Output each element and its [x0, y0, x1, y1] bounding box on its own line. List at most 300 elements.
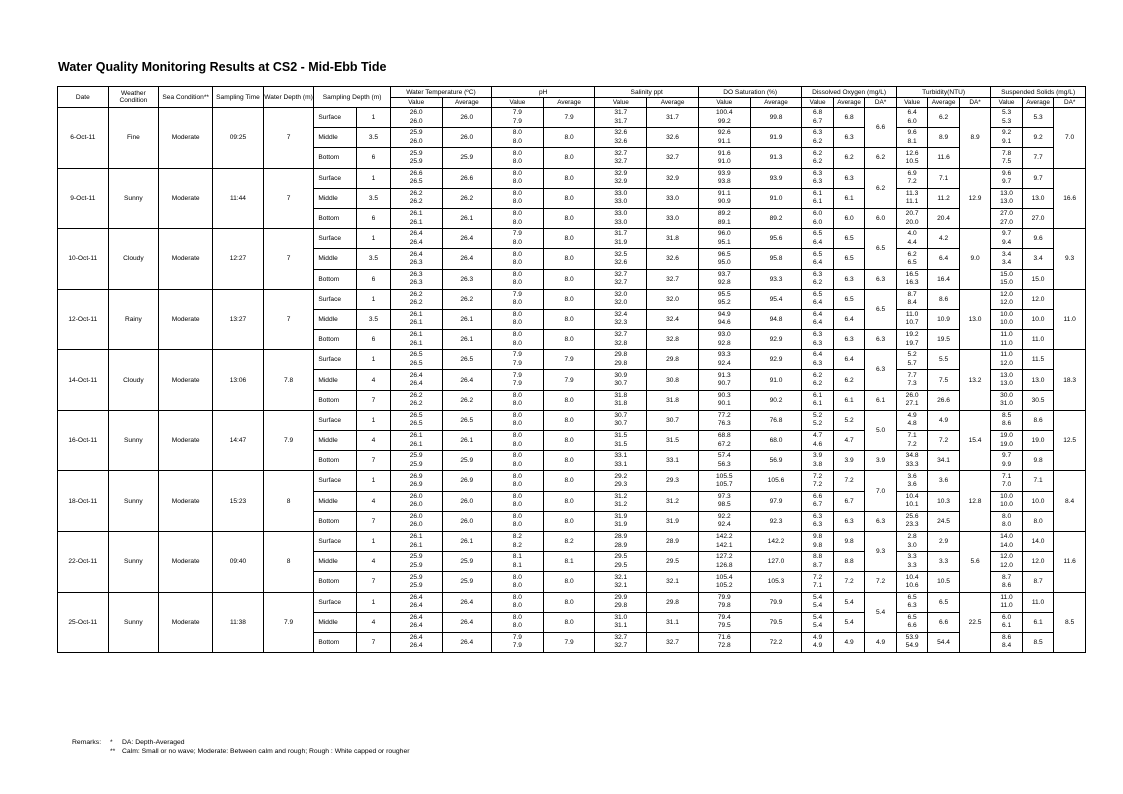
do-saturation-average: 89.2 — [750, 208, 802, 228]
turbidity-values — [896, 108, 927, 128]
turbidity-values — [896, 229, 927, 249]
turbidity-values — [896, 511, 927, 531]
do-saturation-values — [698, 531, 750, 551]
turbidity-da: 22.5 — [959, 592, 991, 653]
reading: 25.9 — [409, 561, 423, 569]
reading: 3.3 — [907, 553, 917, 561]
salinity-values — [595, 330, 647, 350]
header-param: DO Saturation (%) — [698, 87, 801, 98]
sampling-time-cell: 11:38 — [213, 592, 264, 653]
temperature-values — [390, 451, 442, 471]
reading: 6.0 — [813, 210, 823, 218]
reading: 98.5 — [717, 501, 731, 509]
ph-values — [492, 309, 544, 329]
ph-average: 8.0 — [543, 208, 595, 228]
reading: 12.0 — [1000, 561, 1013, 569]
dissolved-oxygen-average: 9.8 — [833, 531, 864, 551]
reading: 6.0 — [813, 218, 823, 226]
turbidity-values — [896, 531, 927, 551]
header-param: Dissolved Oxygen (mg/L) — [802, 87, 896, 98]
suspended-solids-average: 8.6 — [1022, 410, 1053, 430]
suspended-solids-values — [991, 128, 1022, 148]
reading: 29.5 — [614, 561, 628, 569]
turbidity-average: 54.4 — [928, 632, 959, 652]
reading: 30.0 — [1000, 391, 1013, 399]
reading: 26.4 — [409, 230, 423, 238]
suspended-solids-values — [991, 390, 1022, 410]
do-saturation-values — [698, 108, 750, 128]
subheader-da: DA* — [959, 98, 991, 108]
reading: 7.2 — [907, 178, 917, 186]
suspended-solids-values — [991, 309, 1022, 329]
dissolved-oxygen-values — [802, 390, 833, 410]
ph-average: 8.0 — [543, 451, 595, 471]
reading: 33.1 — [614, 452, 628, 460]
salinity-values — [595, 471, 647, 491]
reading: 91.6 — [717, 149, 731, 157]
turbidity-average: 8.9 — [928, 128, 959, 148]
reading: 26.1 — [409, 533, 423, 541]
reading: 6.5 — [813, 250, 823, 258]
reading: 25.9 — [409, 157, 423, 165]
sampling-level-cell: Bottom — [314, 511, 357, 531]
suspended-solids-values — [991, 168, 1022, 188]
reading: 26.4 — [409, 371, 423, 379]
reading: 32.7 — [614, 331, 628, 339]
reading: 31.9 — [614, 238, 628, 246]
reading: 8.0 — [512, 391, 522, 399]
turbidity-values — [896, 370, 927, 390]
sampling-level-cell: Bottom — [314, 208, 357, 228]
turbidity-average: 11.6 — [928, 148, 959, 168]
subheader-da: DA* — [865, 98, 897, 108]
do-saturation-values — [698, 128, 750, 148]
do-saturation-values — [698, 552, 750, 572]
do-saturation-values — [698, 188, 750, 208]
do-saturation-values — [698, 390, 750, 410]
reading: 20.0 — [905, 218, 919, 226]
reading: 33.3 — [905, 460, 919, 468]
reading: 32.0 — [614, 299, 628, 307]
dissolved-oxygen-da: 6.3 — [865, 350, 897, 390]
sampling-level-cell: Middle — [314, 249, 357, 269]
reading: 6.3 — [907, 602, 917, 610]
turbidity-average: 20.4 — [928, 208, 959, 228]
reading: 13.0 — [1000, 198, 1013, 206]
reading: 8.0 — [512, 400, 522, 408]
turbidity-average: 3.3 — [928, 552, 959, 572]
reading: 4.9 — [907, 412, 917, 419]
reading: 91.1 — [717, 189, 731, 197]
reading: 71.6 — [717, 634, 731, 642]
reading: 105.2 — [716, 581, 733, 589]
reading: 8.4 — [907, 299, 917, 307]
reading: 31.8 — [614, 391, 628, 399]
ph-values — [492, 330, 544, 350]
remark-mark: ** — [110, 747, 116, 755]
suspended-solids-values — [991, 612, 1022, 632]
reading: 26.1 — [409, 440, 423, 448]
turbidity-values — [896, 128, 927, 148]
ph-values — [492, 370, 544, 390]
reading: 9.4 — [1001, 238, 1012, 246]
reading: 7.9 — [512, 634, 522, 642]
sampling-time-cell: 14:47 — [213, 410, 264, 471]
reading: 105.5 — [716, 472, 733, 480]
reading: 6.5 — [907, 613, 917, 621]
reading: 32.7 — [614, 157, 628, 165]
dissolved-oxygen-average: 6.4 — [833, 309, 864, 329]
reading: 95.1 — [717, 238, 731, 246]
reading: 16.5 — [905, 270, 919, 278]
turbidity-values — [896, 309, 927, 329]
suspended-solids-values — [991, 451, 1022, 471]
reading: 54.9 — [905, 642, 919, 650]
reading: 12.0 — [1000, 290, 1013, 298]
reading: 6.6 — [907, 622, 917, 630]
reading: 8.0 — [512, 169, 522, 177]
sampling-time-cell: 09:40 — [213, 531, 264, 592]
temperature-average: 26.5 — [442, 410, 491, 430]
sampling-depth-cell: 7 — [357, 511, 391, 531]
water-depth-cell: 7 — [263, 229, 314, 290]
do-saturation-values — [698, 632, 750, 652]
salinity-average: 32.9 — [647, 168, 699, 188]
reading: 6.0 — [1001, 613, 1012, 621]
salinity-average: 29.3 — [647, 471, 699, 491]
ph-average: 8.0 — [543, 148, 595, 168]
reading: 31.0 — [614, 613, 628, 621]
reading: 26.2 — [409, 391, 423, 399]
do-saturation-values — [698, 592, 750, 612]
salinity-values — [595, 289, 647, 309]
suspended-solids-average: 7.7 — [1022, 148, 1053, 168]
ph-average: 8.0 — [543, 289, 595, 309]
reading: 26.5 — [409, 178, 423, 186]
salinity-average: 32.7 — [647, 148, 699, 168]
subheader-value: Value — [390, 98, 442, 108]
dissolved-oxygen-average: 6.2 — [833, 370, 864, 390]
dissolved-oxygen-average: 3.9 — [833, 451, 864, 471]
turbidity-average: 19.5 — [928, 330, 959, 350]
reading: 100.4 — [716, 109, 733, 117]
reading: 105.7 — [716, 480, 733, 488]
do-saturation-average: 56.9 — [750, 451, 802, 471]
do-saturation-average: 127.0 — [750, 552, 802, 572]
sampling-depth-cell: 7 — [357, 451, 391, 471]
turbidity-average: 10.3 — [928, 491, 959, 511]
reading: 6.2 — [813, 380, 823, 388]
reading: 5.2 — [813, 412, 823, 419]
reading: 6.2 — [813, 149, 823, 157]
suspended-solids-average: 27.0 — [1022, 208, 1053, 228]
turbidity-average: 6.2 — [928, 108, 959, 128]
dissolved-oxygen-values — [802, 572, 833, 592]
turbidity-da: 13.0 — [959, 289, 991, 350]
dissolved-oxygen-da-bottom: 3.9 — [865, 451, 897, 471]
temperature-values — [390, 330, 442, 350]
dissolved-oxygen-average: 6.1 — [833, 390, 864, 410]
reading: 7.2 — [813, 480, 823, 488]
dissolved-oxygen-values — [802, 249, 833, 269]
reading: 6.1 — [813, 400, 823, 408]
dissolved-oxygen-values — [802, 370, 833, 390]
do-saturation-values — [698, 168, 750, 188]
reading: 8.0 — [512, 157, 522, 165]
reading: 28.9 — [614, 533, 628, 541]
sampling-level-cell: Middle — [314, 188, 357, 208]
suspended-solids-values — [991, 370, 1022, 390]
temperature-values — [390, 269, 442, 289]
salinity-values — [595, 511, 647, 531]
reading: 96.5 — [717, 250, 731, 258]
suspended-solids-average: 11.0 — [1022, 592, 1053, 612]
suspended-solids-values — [991, 511, 1022, 531]
temperature-values — [390, 531, 442, 551]
remark-mark: * — [110, 739, 113, 746]
weather-cell: Sunny — [108, 410, 159, 471]
reading: 4.4 — [907, 238, 917, 246]
reading: 93.8 — [717, 178, 731, 186]
dissolved-oxygen-values — [802, 431, 833, 451]
reading: 32.8 — [614, 339, 628, 347]
salinity-values — [595, 309, 647, 329]
reading: 15.0 — [1000, 270, 1013, 278]
weather-cell: Sunny — [108, 592, 159, 653]
salinity-average: 29.8 — [647, 592, 699, 612]
reading: 8.0 — [512, 129, 522, 137]
temperature-values — [390, 612, 442, 632]
reading: 8.0 — [512, 501, 522, 509]
reading: 19.0 — [1000, 432, 1013, 440]
sampling-depth-cell: 6 — [357, 269, 391, 289]
ph-average: 8.0 — [543, 188, 595, 208]
header-water-depth: Water Depth (m) — [263, 87, 314, 108]
reading: 26.4 — [409, 250, 423, 258]
reading: 26.1 — [409, 331, 423, 339]
reading: 67.2 — [717, 440, 731, 448]
reading: 4.6 — [813, 440, 823, 448]
reading: 26.6 — [409, 169, 423, 177]
remarks — [72, 739, 410, 756]
do-saturation-values — [698, 269, 750, 289]
salinity-values — [595, 410, 647, 430]
reading: 26.2 — [409, 400, 423, 408]
suspended-solids-values — [991, 572, 1022, 592]
subheader-value: Value — [896, 98, 927, 108]
dissolved-oxygen-da-bottom: 6.2 — [865, 148, 897, 168]
temperature-average: 26.1 — [442, 431, 491, 451]
table-row — [58, 229, 1086, 249]
reading: 9.6 — [907, 129, 917, 137]
reading: 26.0 — [409, 109, 423, 117]
reading: 3.6 — [907, 472, 917, 480]
date-cell: 25-Oct-11 — [58, 592, 109, 653]
reading: 8.7 — [1001, 573, 1012, 581]
temperature-values — [390, 592, 442, 612]
subheader-average: Average — [647, 98, 699, 108]
salinity-values — [595, 451, 647, 471]
temperature-values — [390, 148, 442, 168]
reading: 32.7 — [614, 279, 628, 287]
reading: 26.0 — [409, 492, 423, 500]
reading: 26.2 — [409, 299, 423, 307]
do-saturation-average: 99.8 — [750, 108, 802, 128]
date-cell: 10-Oct-11 — [58, 229, 109, 290]
turbidity-average: 7.2 — [928, 431, 959, 451]
reading: 7.2 — [813, 573, 823, 581]
suspended-solids-values — [991, 592, 1022, 612]
turbidity-da: 15.4 — [959, 410, 991, 471]
dissolved-oxygen-average: 7.2 — [833, 572, 864, 592]
dissolved-oxygen-da-bottom: 6.0 — [865, 208, 897, 228]
turbidity-values — [896, 188, 927, 208]
sampling-level-cell: Bottom — [314, 269, 357, 289]
sampling-depth-cell: 7 — [357, 632, 391, 652]
reading: 8.0 — [512, 622, 522, 630]
reading: 25.9 — [409, 452, 423, 460]
ph-values — [492, 531, 544, 551]
turbidity-average: 6.5 — [928, 592, 959, 612]
reading: 6.4 — [813, 319, 823, 327]
sampling-depth-cell: 4 — [357, 552, 391, 572]
do-saturation-values — [698, 289, 750, 309]
dissolved-oxygen-values — [802, 471, 833, 491]
ph-values — [492, 289, 544, 309]
reading: 91.1 — [717, 137, 731, 145]
dissolved-oxygen-average: 5.4 — [833, 592, 864, 612]
reading: 31.5 — [614, 432, 628, 440]
do-saturation-average: 97.9 — [750, 491, 802, 511]
ph-values — [492, 552, 544, 572]
ph-values — [492, 451, 544, 471]
salinity-values — [595, 249, 647, 269]
temperature-average: 25.9 — [442, 148, 491, 168]
sampling-level-cell: Surface — [314, 531, 357, 551]
sampling-depth-cell: 4 — [357, 612, 391, 632]
temperature-average: 26.4 — [442, 229, 491, 249]
reading: 105.4 — [716, 573, 733, 581]
do-saturation-average: 91.3 — [750, 148, 802, 168]
subheader-value: Value — [802, 98, 833, 108]
salinity-values — [595, 168, 647, 188]
do-saturation-average: 95.4 — [750, 289, 802, 309]
reading: 6.4 — [907, 109, 917, 117]
temperature-average: 26.3 — [442, 269, 491, 289]
reading: 91.3 — [717, 371, 731, 379]
header-param: pH — [492, 87, 595, 98]
reading: 26.1 — [409, 210, 423, 218]
reading: 8.0 — [512, 319, 522, 327]
salinity-values — [595, 531, 647, 551]
subheader-average: Average — [928, 98, 959, 108]
suspended-solids-values — [991, 108, 1022, 128]
reading: 32.6 — [614, 258, 628, 266]
temperature-average: 26.5 — [442, 350, 491, 370]
subheader-average: Average — [543, 98, 595, 108]
dissolved-oxygen-average: 6.7 — [833, 491, 864, 511]
reading: 6.4 — [813, 238, 823, 246]
ph-values — [492, 592, 544, 612]
reading: 2.8 — [907, 533, 917, 541]
turbidity-da: 12.9 — [959, 168, 991, 229]
temperature-average: 26.1 — [442, 531, 491, 551]
reading: 5.7 — [907, 359, 917, 367]
sampling-level-cell: Middle — [314, 552, 357, 572]
reading: 12.6 — [905, 149, 919, 157]
reading: 8.0 — [512, 258, 522, 266]
reading: 26.5 — [409, 420, 423, 428]
reading: 8.0 — [512, 472, 522, 480]
reading: 127.2 — [716, 553, 733, 561]
dissolved-oxygen-values — [802, 208, 833, 228]
reading: 79.4 — [717, 613, 731, 621]
dissolved-oxygen-average: 4.9 — [833, 632, 864, 652]
reading: 92.2 — [717, 512, 731, 520]
dissolved-oxygen-values — [802, 531, 833, 551]
suspended-solids-da: 12.5 — [1054, 410, 1086, 471]
do-saturation-values — [698, 572, 750, 592]
do-saturation-average: 76.8 — [750, 410, 802, 430]
reading: 6.4 — [813, 299, 823, 307]
water-depth-cell: 8 — [263, 471, 314, 532]
dissolved-oxygen-average: 8.8 — [833, 552, 864, 572]
turbidity-da: 5.6 — [959, 531, 991, 592]
sampling-level-cell: Surface — [314, 229, 357, 249]
reading: 56.3 — [717, 460, 731, 468]
reading: 92.4 — [717, 521, 731, 529]
reading: 9.8 — [813, 541, 823, 549]
suspended-solids-average: 6.1 — [1022, 612, 1053, 632]
reading: 6.3 — [813, 270, 823, 278]
reading: 31.9 — [614, 512, 628, 520]
salinity-values — [595, 592, 647, 612]
suspended-solids-values — [991, 471, 1022, 491]
dissolved-oxygen-da: 7.0 — [865, 471, 897, 511]
dissolved-oxygen-average: 6.3 — [833, 511, 864, 531]
reading: 10.1 — [905, 501, 919, 509]
dissolved-oxygen-average: 7.2 — [833, 471, 864, 491]
reading: 5.3 — [1001, 109, 1012, 117]
table-row — [58, 350, 1086, 370]
header-param: Turbidity(NTU) — [896, 87, 990, 98]
reading: 8.0 — [512, 480, 522, 488]
temperature-values — [390, 168, 442, 188]
temperature-average: 26.0 — [442, 108, 491, 128]
turbidity-values — [896, 410, 927, 430]
sampling-depth-cell: 1 — [357, 229, 391, 249]
do-saturation-average: 91.0 — [750, 370, 802, 390]
water-depth-cell: 7.8 — [263, 350, 314, 411]
do-saturation-values — [698, 309, 750, 329]
turbidity-values — [896, 330, 927, 350]
reading: 25.9 — [409, 460, 423, 468]
ph-average: 8.0 — [543, 229, 595, 249]
turbidity-values — [896, 632, 927, 652]
dissolved-oxygen-values — [802, 632, 833, 652]
header-time: Sampling Time — [213, 87, 264, 108]
sampling-time-cell: 12:27 — [213, 229, 264, 290]
dissolved-oxygen-values — [802, 592, 833, 612]
reading: 6.4 — [813, 351, 823, 359]
header-param: Water Temperature (ºC) — [390, 87, 491, 98]
reading: 33.0 — [614, 198, 628, 206]
reading: 25.9 — [409, 129, 423, 137]
do-saturation-values — [698, 229, 750, 249]
reading: 90.3 — [717, 391, 731, 399]
reading: 8.0 — [512, 210, 522, 218]
suspended-solids-average: 12.0 — [1022, 289, 1053, 309]
